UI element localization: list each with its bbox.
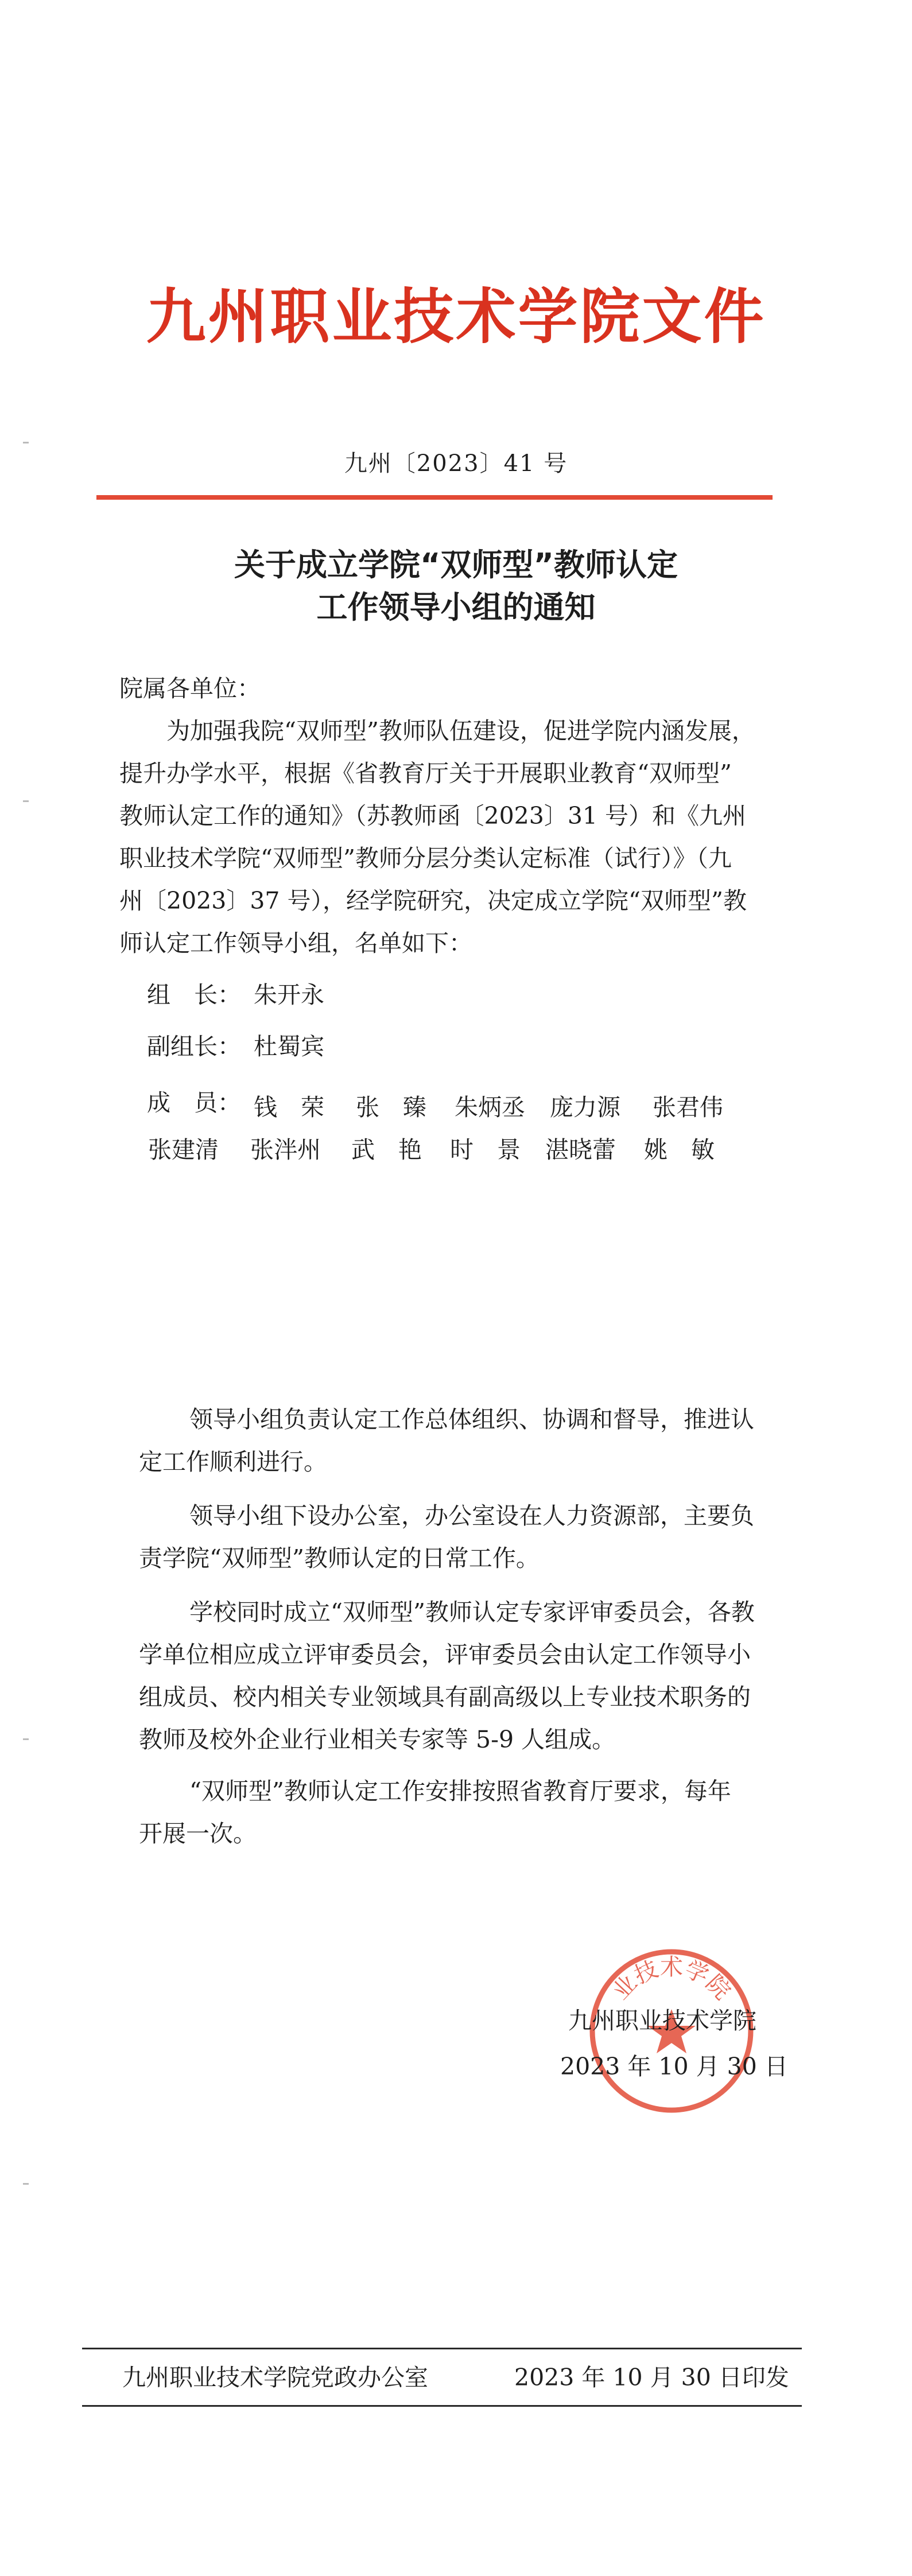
- body-line: 学校同时成立“双师型”教师认定专家评审委员会，各教: [189, 1598, 755, 1626]
- member-name: 武 艳: [351, 1136, 422, 1164]
- member-name: 钱 荣: [254, 1094, 324, 1121]
- body-line: 学单位相应成立评审委员会，评审委员会由认定工作领导小: [139, 1641, 751, 1668]
- footer-print-date: 2023 年 10 月 30 日印发: [514, 2364, 789, 2391]
- member-name: 姚 敏: [644, 1136, 715, 1164]
- deputy-name: 杜蜀宾: [254, 1033, 324, 1060]
- notice-title-line-1: 关于成立学院“双师型”教师认定: [234, 547, 678, 583]
- header-red-rule: [96, 495, 773, 500]
- intro-line: 提升办学水平，根据《省教育厅关于开展职业教育“双师型”: [119, 760, 732, 787]
- body-line: 领导小组下设办公室，办公室设在人力资源部，主要负: [189, 1502, 754, 1530]
- leader-name: 朱开永: [254, 981, 324, 1009]
- deputy-label: 副组长：: [147, 1033, 241, 1060]
- intro-line: 州〔2023〕37 号），经学院研究，决定成立学院“双师型”教: [119, 887, 747, 915]
- margin-tick: [23, 1738, 29, 1740]
- member-name: 张泮州: [250, 1136, 321, 1164]
- member-name: 张君伟: [653, 1094, 723, 1121]
- leader-label: 组 长：: [147, 981, 241, 1009]
- document-number: 九州〔2023〕41 号: [344, 450, 568, 477]
- document-header-title: 九州职业技术学院文件: [146, 282, 766, 352]
- salutation: 院属各单位：: [119, 675, 261, 702]
- member-name: 湛晓蕾: [545, 1136, 616, 1164]
- body-line: 开展一次。: [139, 1820, 257, 1847]
- member-name: 张建清: [148, 1136, 219, 1164]
- svg-text:业技术学院: [608, 1954, 736, 2005]
- footer-top-rule: [82, 2348, 802, 2349]
- intro-line: 教师认定工作的通知》（苏教师函〔2023〕31 号）和《九州: [119, 802, 747, 830]
- body-line: 定工作顺利进行。: [139, 1448, 327, 1476]
- margin-tick: [23, 442, 29, 443]
- seal-text: 业技术学院: [607, 1954, 736, 2005]
- body-line: 教师及校外企业行业相关专家等 5-9 人组成。: [139, 1726, 616, 1753]
- body-line: 领导小组负责认定工作总体组织、协调和督导，推进认: [189, 1406, 754, 1433]
- member-name: 时 景: [450, 1136, 521, 1164]
- intro-line: 为加强我院“双师型”教师队伍建设，促进学院内涵发展，: [166, 717, 755, 745]
- members-label: 成 员：: [147, 1089, 241, 1116]
- member-name: 庞力源: [550, 1094, 620, 1121]
- footer-bottom-rule: [82, 2405, 802, 2407]
- signature-date: 2023 年 10 月 30 日: [560, 2053, 788, 2080]
- body-line: “双师型”教师认定工作安排按照省教育厅要求，每年: [189, 1777, 731, 1805]
- intro-line: 职业技术学院“双师型”教师分层分类认定标准（试行）》（九: [119, 845, 732, 872]
- intro-line: 师认定工作领导小组，名单如下：: [119, 929, 472, 957]
- notice-title-line-2: 工作领导小组的通知: [316, 589, 596, 625]
- margin-tick: [23, 800, 29, 802]
- signature-org: 九州职业技术学院: [568, 2007, 756, 2034]
- body-line: 责学院“双师型”教师认定的日常工作。: [139, 1544, 540, 1572]
- member-name: 张 臻: [356, 1094, 426, 1121]
- margin-tick: [23, 2183, 29, 2185]
- footer-office: 九州职业技术学院党政办公室: [122, 2364, 428, 2391]
- body-line: 组成员、校内相关专业领域具有副高级以上专业技术职务的: [139, 1683, 751, 1711]
- member-name: 朱炳丞: [455, 1094, 525, 1121]
